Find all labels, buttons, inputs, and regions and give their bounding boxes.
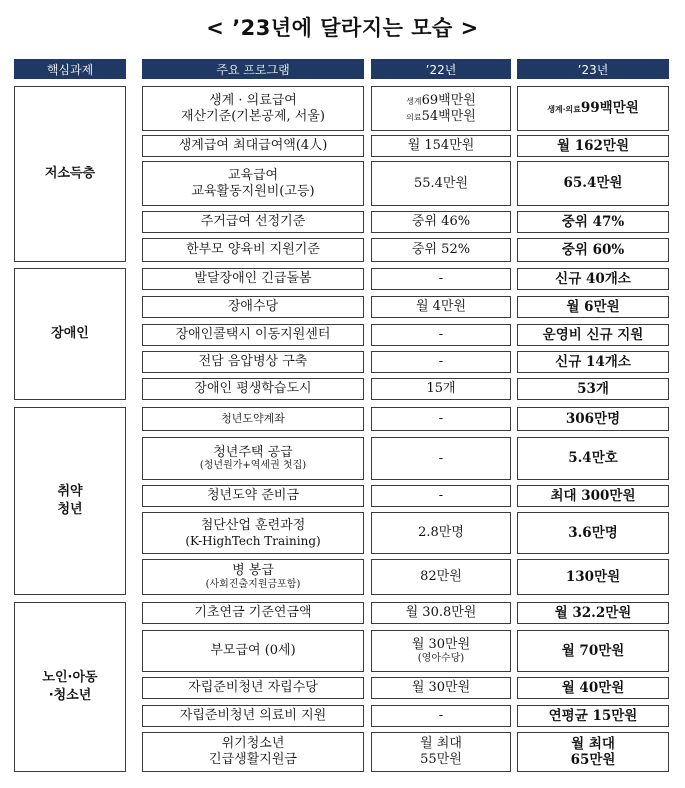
value-2022: - xyxy=(371,407,511,431)
program-name: 생계급여 최대급여액(4人) xyxy=(178,138,328,154)
program-cell xyxy=(142,630,364,672)
value-2022: - xyxy=(371,705,511,727)
value-text: 69백만원 xyxy=(421,92,476,108)
value-2023: 월 40만원 xyxy=(517,677,669,699)
value-2023: 월 162만원 xyxy=(517,135,669,157)
value-2022: - xyxy=(371,437,511,480)
program-cell xyxy=(142,512,364,554)
program-cell xyxy=(142,485,364,507)
page-title: < ’23년에 달라지는 모습 > xyxy=(206,16,479,40)
value-2022 xyxy=(371,630,511,672)
category-label: 저소득층 xyxy=(44,166,96,182)
category-label: ·청소년 xyxy=(48,688,92,703)
program-name: 발달장애인 긴급돌봄 xyxy=(194,271,312,287)
header-2022: ’22년 xyxy=(371,59,511,79)
category-label: 취약 xyxy=(57,484,83,500)
program-name: 장애인콜택시 이동지원센터 xyxy=(175,327,331,343)
program-name: 교육급여 xyxy=(227,167,279,183)
value-2023: 3.6만명 xyxy=(517,512,669,554)
value-2022: 15개 xyxy=(371,378,511,400)
value-2023: 연평균 15만원 xyxy=(517,705,669,727)
program-name: 주거급여 선정기준 xyxy=(200,214,306,230)
value-prefix: 생계·의료 xyxy=(547,104,581,115)
program-cell xyxy=(142,268,364,290)
value-2023: 중위 47% xyxy=(517,211,669,233)
value-2023: 월 32.2만원 xyxy=(517,602,669,624)
category-label: 청년 xyxy=(57,502,83,517)
category-disabled xyxy=(14,268,126,400)
program-cell xyxy=(142,602,364,624)
program-name: 병 봉급 xyxy=(232,563,274,579)
category-label: 노인·아동 xyxy=(42,670,98,686)
value-2023: 신규 40개소 xyxy=(517,268,669,290)
value-text: 월 최대 xyxy=(571,735,615,752)
category-low-income xyxy=(14,86,126,262)
category-elderly-children xyxy=(14,602,126,772)
program-name: 자립준비청년 자립수당 xyxy=(188,680,318,696)
value-2022 xyxy=(371,732,511,772)
value-2023: 53개 xyxy=(517,378,669,400)
program-cell xyxy=(142,161,364,206)
program-cell xyxy=(142,437,364,480)
value-prefix: 생계 xyxy=(406,96,422,106)
value-2023: 306만명 xyxy=(517,407,669,431)
value-2023: 중위 60% xyxy=(517,238,669,262)
program-name: 장애수당 xyxy=(227,299,279,315)
value-2022: 2.8만명 xyxy=(371,512,511,554)
value-2023: 월 70만원 xyxy=(517,630,669,672)
program-cell xyxy=(142,705,364,727)
program-detail: 교육활동지원비(고등) xyxy=(191,183,315,199)
program-name: 청년도약 준비금 xyxy=(206,488,300,504)
value-2022: 55.4만원 xyxy=(371,161,511,206)
program-cell xyxy=(142,324,364,346)
program-detail: (K-HighTech Training) xyxy=(185,533,321,548)
value-2022 xyxy=(371,86,511,131)
value-2022: 월 4만원 xyxy=(371,296,511,318)
value-2022: 82만원 xyxy=(371,559,511,595)
program-detail: 재산기준(기본공제, 서울) xyxy=(181,108,325,124)
program-name: 첨단산업 훈련과정 xyxy=(200,518,306,533)
value-2023: 65.4만원 xyxy=(517,161,669,206)
program-name: 생계 · 의료급여 xyxy=(209,92,297,108)
value-2023: 신규 14개소 xyxy=(517,351,669,373)
program-cell xyxy=(142,238,364,262)
program-name: 자립준비청년 의료비 지원 xyxy=(179,708,327,724)
value-2023: 운영비 신규 지원 xyxy=(517,324,669,346)
program-cell xyxy=(142,296,364,318)
value-2023: 월 6만원 xyxy=(517,296,669,318)
value-2023 xyxy=(517,732,669,772)
value-text: 99백만원 xyxy=(580,100,639,117)
value-2022: - xyxy=(371,324,511,346)
program-name: 전담 음압병상 구축 xyxy=(198,354,308,370)
program-cell xyxy=(142,677,364,699)
program-name: 위기청소년 xyxy=(221,736,285,752)
program-name: 청년도약계좌 xyxy=(221,412,285,426)
value-2022: - xyxy=(371,351,511,373)
program-cell xyxy=(142,86,364,131)
program-cell xyxy=(142,351,364,373)
program-detail: (사회진출지원금포함) xyxy=(205,578,301,590)
header-program: 주요 프로그램 xyxy=(142,59,364,79)
value-2022: 중위 52% xyxy=(371,238,511,262)
value-text: 월 최대 xyxy=(420,736,462,752)
value-note: (영아수당) xyxy=(417,652,465,664)
value-prefix: 의료 xyxy=(406,112,422,122)
program-cell xyxy=(142,559,364,595)
program-name: 기초연금 기준연금액 xyxy=(194,605,312,621)
value-2023: 130만원 xyxy=(517,559,669,595)
value-2022: - xyxy=(371,268,511,290)
program-cell xyxy=(142,732,364,772)
value-2023: 최대 300만원 xyxy=(517,485,669,507)
header-2023: ’23년 xyxy=(517,59,669,79)
value-text-line2: 55만원 xyxy=(420,752,462,767)
program-cell xyxy=(142,135,364,157)
value-2023 xyxy=(517,86,669,131)
category-youth xyxy=(14,407,126,595)
value-2022: - xyxy=(371,485,511,507)
category-label: 장애인 xyxy=(51,326,89,342)
program-cell xyxy=(142,407,364,431)
value-text: 월 30만원 xyxy=(411,637,471,653)
program-name-line2: 긴급생활지원금 xyxy=(209,752,297,767)
header-category: 핵심과제 xyxy=(14,59,126,79)
value-2022: 월 30.8만원 xyxy=(371,602,511,624)
program-name: 장애인 평생학습도시 xyxy=(194,381,312,397)
program-name: 부모급여 (0세) xyxy=(210,643,296,659)
program-name: 한부모 양육비 지원기준 xyxy=(186,242,320,258)
program-cell xyxy=(142,378,364,400)
value-text-line2: 65만원 xyxy=(570,752,616,768)
value-text: 54백만원 xyxy=(421,108,476,124)
value-2022: 월 154만원 xyxy=(371,135,511,157)
value-2022: 월 30만원 xyxy=(371,677,511,699)
program-name: 청년주택 공급 xyxy=(213,444,293,460)
value-2023: 5.4만호 xyxy=(517,437,669,480)
value-2022: 중위 46% xyxy=(371,211,511,233)
program-cell xyxy=(142,211,364,233)
program-detail: (청년원가+역세권 첫집) xyxy=(199,460,307,472)
